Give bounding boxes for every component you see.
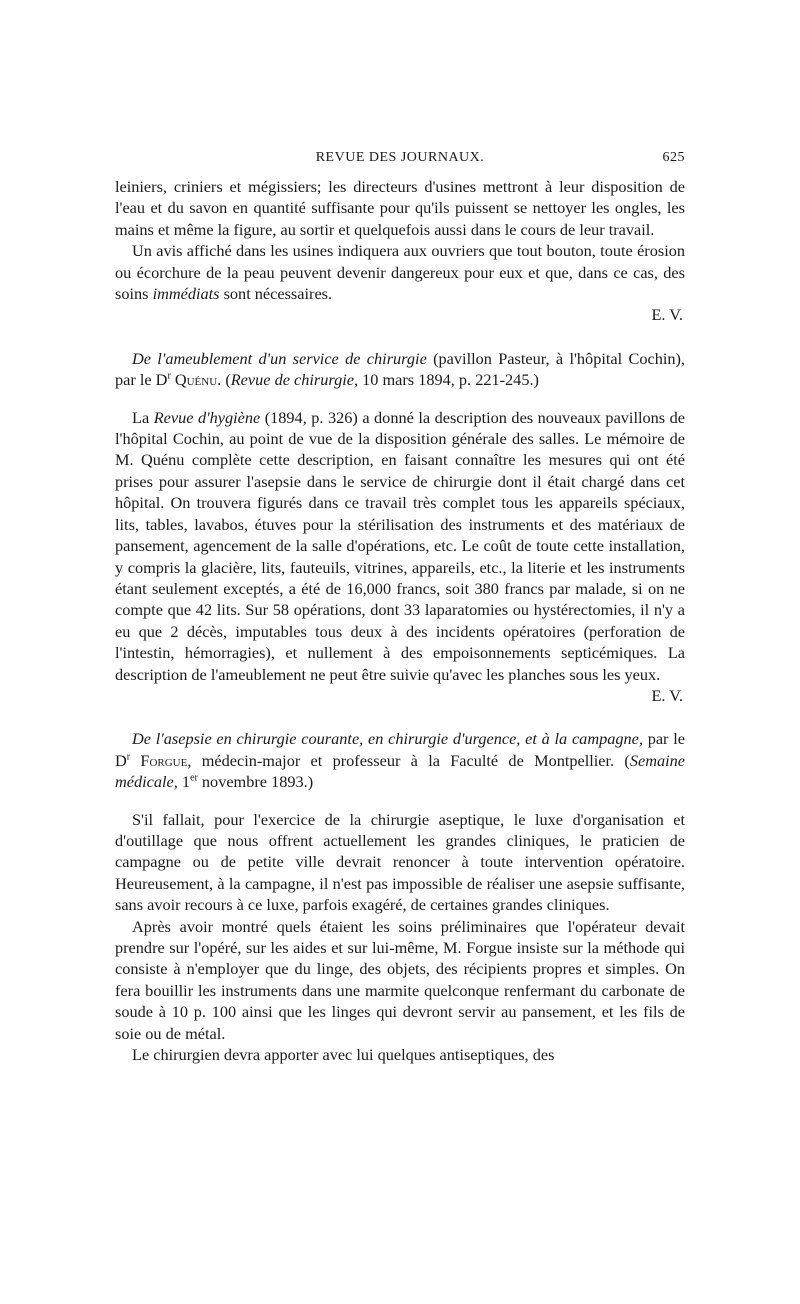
journal-name: Revue de chirurgie, [230, 370, 359, 390]
running-head [115, 150, 685, 170]
paragraph: Un avis affiché dans les usines indiquera aux ouvriers que tout bouton, toute érosion ou écorchure de la peau peuvent devenir dangereux pour eux et que, dans ce cas, des soins immédiats sont nécessaires. [115, 241, 685, 304]
author-name: Forgue [140, 750, 188, 770]
paragraph: leiniers, criniers et mégissiers; les directeurs d'usines mettront à leur disposition de l'eau et du savon en quantité suffisante pour qu'ils puissent se nettoyer les ongles, les mains et même la figure, au sortir et quelquefois aussi dans le cours de leur travail. [115, 177, 685, 239]
paragraph: Après avoir montré quels étaient les soins préliminaires que l'opérateur devait prendre sur l'opéré, sur les aides et sur lui-même, M. Forgue insiste sur la méthode qui consiste à n'employer que du linge, des objets, des récipients propres et simples. On fera bouillir les instruments dans une marmite quelconque renfermant du carbonate de soude à 10 p. 100 ainsi que les linges qui devront servir au pansement, et les fils de soie ou de métal. [115, 916, 685, 1043]
paragraph: Le chirurgien devra apporter avec lui quelques antiseptiques, des [132, 1045, 555, 1065]
article-heading: De l'ameublement d'un service de chirurgie (pavillon Pasteur, à l'hôpital Cochin), par le $D^r$ Quénu. (Revue de chirurgie, 10 mars 1894, p. 221-245.) [115, 348, 685, 390]
paragraph: S'il fallait, pour l'exercice de la chirurgie aseptique, le luxe d'organisation et d'outillage que nous offrent actuellement les grandes cliniques, le praticien de campagne ou de petite ville devrait renoncer à toute intervention opératoire. Heureusement, à la campagne, il n'est pas impossible de réaliser une asepsie suffisante, sans avoir recours à ce luxe, parfois exagéré, de certaines grandes cliniques. [115, 809, 685, 915]
running-title: REVUE DES JOURNAUX. [315, 150, 485, 165]
signature: E. V. [651, 685, 683, 705]
article-title: De l'ameublement d'un service de chirurgie [132, 348, 427, 368]
signature: E. V. [651, 305, 683, 325]
paragraph: La Revue d'hygiène (1894, p. 326) a donné la description des nouveaux pavillons de l'hôpital Cochin, au point de vue de la disposition générale des salles. Le mémoire de M. Quénu complète cette description, en faisant connaître les mesures qui ont été prises pour assurer l'asepsie dans le service de chirurgie dont il était chargé dans cet hôpital. On trouvera figurés dans ce travail très complet tous les appareils spéciaux, lits, tables, lavabos, étuves pour la stérilisation des instruments et des matériaux de pansement, agencement de la salle d'opérations, etc. Le coût de toute cette installation, y compris la glacière, lits, fauteuils, vitrines, appareils, etc., la literie et les instruments étant seulement exceptés, a été de 16,000 francs, soit 380 francs par malade, si on ne compte que 42 lits. Sur 58 opérations, dont 33 laparatomies ou hystérectomies, il n'y a eu que 2 décès, imputables tous deux à des incidents opératoires (perforation de l'intestin, hémorragies), et nullement à des empoisonnements septicémiques. La description de l'ameublement ne peut être suivie qu'avec les planches sous les yeux. [115, 407, 685, 684]
journal-name: Semaine médicale, [115, 750, 685, 792]
article-heading: De l'asepsie en chirurgie courante, en chirurgie d'urgence, et à la campagne, par le $D^r$ Forgue, médecin-major et professeur à la Faculté de Montpellier. (Semaine médicale, 1er novembre 1893.) [115, 729, 685, 792]
article-title: De l'asepsie en chirurgie courante, en chirurgie d'urgence, et à la campagne, [132, 729, 643, 749]
page-body [115, 176, 685, 1065]
author-name: Quénu [174, 370, 218, 390]
page-number: 625 [662, 150, 685, 165]
